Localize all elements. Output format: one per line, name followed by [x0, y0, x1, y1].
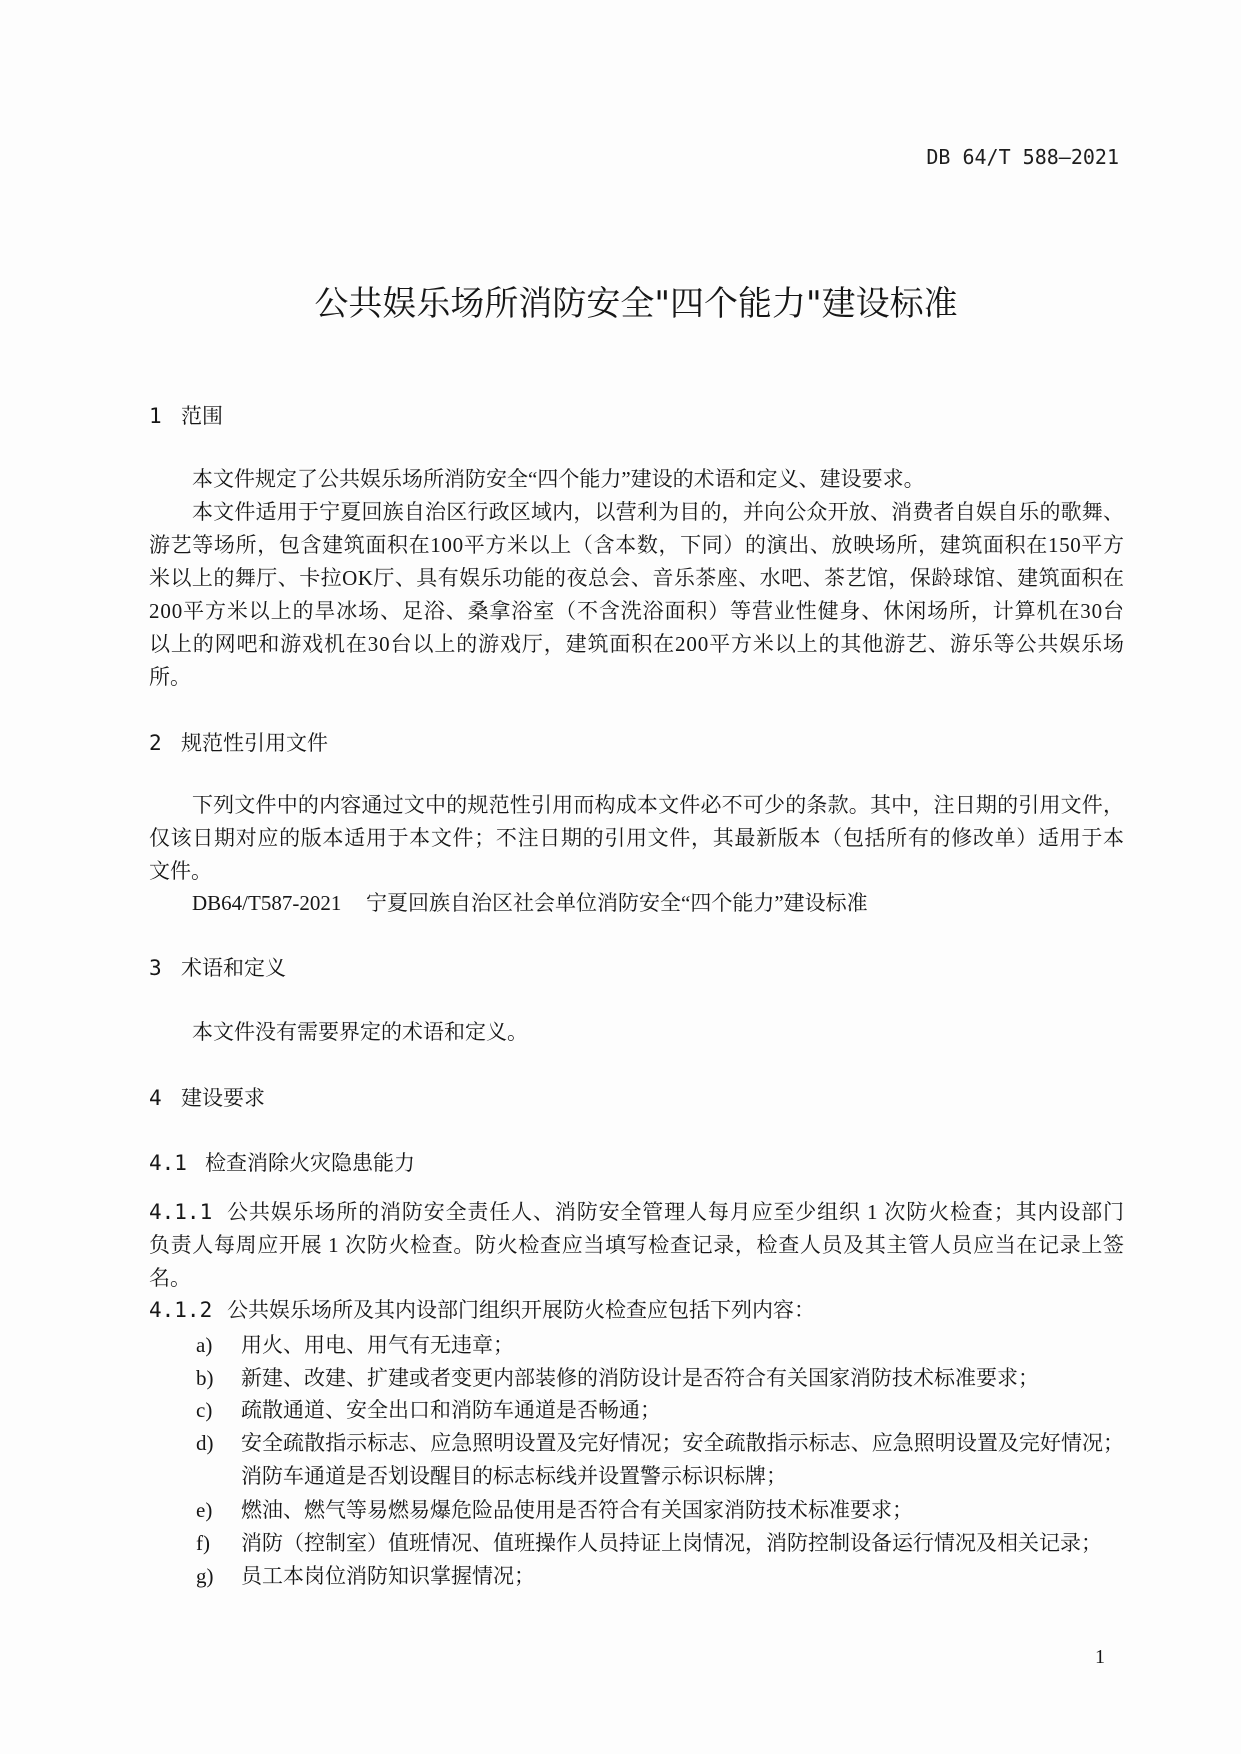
- list-item: 燃油、燃气等易燃易爆危险品使用是否符合有关国家消防技术标准要求；: [241, 1498, 913, 1522]
- paragraph-line: 本文件没有需要界定的术语和定义。: [192, 1020, 528, 1044]
- list-marker: e): [196, 1498, 213, 1522]
- list-marker: g): [196, 1564, 214, 1588]
- list-marker: d): [196, 1431, 214, 1455]
- list-marker: a): [196, 1333, 213, 1357]
- paragraph-line: 本文件规定了公共娱乐场所消防安全“四个能力”建设的术语和定义、建设要求。: [192, 467, 925, 491]
- clause-line: 公共娱乐场所及其内设部门组织开展防火检查应包括下列内容：: [227, 1298, 815, 1322]
- paragraph-line: 仅该日期对应的版本适用于本文件；不注日期的引用文件，其最新版本（包括所有的修改单）适用于本: [149, 826, 1125, 850]
- section-number: 1: [149, 404, 162, 428]
- section-number: 2: [149, 731, 162, 755]
- list-item: 疏散通道、安全出口和消防车通道是否畅通；: [241, 1398, 661, 1422]
- paragraph-line: 文件。: [149, 859, 212, 883]
- paragraph-line: 游艺等场所，包含建筑面积在100平方米以上（含本数，下同）的演出、放映场所，建筑面积在150平方: [149, 533, 1125, 557]
- reference-title: 宁夏回族自治区社会单位消防安全“四个能力”建设标准: [366, 891, 868, 915]
- clause-line: 名。: [149, 1266, 191, 1290]
- list-item: 安全疏散指示标志、应急照明设置及完好情况；安全疏散指示标志、应急照明设置及完好情况；: [241, 1431, 1125, 1455]
- document-code-header: DB 64/T 588—2021: [926, 145, 1119, 169]
- section-heading: 规范性引用文件: [181, 731, 328, 755]
- list-marker: b): [196, 1366, 214, 1390]
- list-item-continuation: 消防车通道是否划设醒目的标志标线并设置警示标识标牌；: [241, 1464, 787, 1488]
- document-title: 公共娱乐场所消防安全"四个能力"建设标准: [314, 284, 958, 324]
- clause-line: 负责人每周应开展 1 次防火检查。防火检查应当填写检查记录，检查人员及其主管人员应当在记录上签: [149, 1233, 1125, 1257]
- reference-code: DB64/T587-2021: [192, 891, 342, 915]
- clause-number: 4.1.2: [149, 1298, 213, 1322]
- clause-number: 4.1.1: [149, 1200, 213, 1224]
- paragraph-line: 下列文件中的内容通过文中的规范性引用而构成本文件必不可少的条款。其中，注日期的引用文件，: [192, 793, 1125, 817]
- list-marker: f): [196, 1531, 210, 1555]
- section-number: 4: [149, 1086, 162, 1110]
- paragraph-line: 所。: [149, 665, 191, 689]
- page-number: 1: [1095, 1646, 1105, 1668]
- list-marker: c): [196, 1398, 213, 1422]
- paragraph-line: 米以上的舞厅、卡拉OK厅、具有娱乐功能的夜总会、音乐茶座、水吧、茶艺馆，保龄球馆、建筑面积在: [149, 566, 1125, 590]
- paragraph-line: 以上的网吧和游戏机在30台以上的游戏厅，建筑面积在200平方米以上的其他游艺、游乐等公共娱乐场: [149, 632, 1125, 656]
- paragraph-line: 本文件适用于宁夏回族自治区行政区域内，以营利为目的，并向公众开放、消费者自娱自乐的歌舞、: [192, 500, 1125, 524]
- list-item: 用火、用电、用气有无违章；: [241, 1333, 514, 1357]
- clause-number: 4.1: [149, 1151, 187, 1175]
- paragraph-line: 200平方米以上的旱冰场、足浴、桑拿浴室（不含洗浴面积）等营业性健身、休闲场所，计算机在30台: [149, 599, 1125, 623]
- clause-heading: 检查消除火灾隐患能力: [205, 1151, 415, 1175]
- list-item: 消防（控制室）值班情况、值班操作人员持证上岗情况，消防控制设备运行情况及相关记录；: [241, 1531, 1102, 1555]
- list-item: 新建、改建、扩建或者变更内部装修的消防设计是否符合有关国家消防技术标准要求；: [241, 1366, 1039, 1390]
- section-heading: 术语和定义: [181, 956, 286, 980]
- section-heading: 范围: [181, 404, 223, 428]
- section-number: 3: [149, 956, 162, 980]
- clause-line: 公共娱乐场所的消防安全责任人、消防安全管理人每月应至少组织 1 次防火检查；其内设部门: [227, 1200, 1125, 1224]
- section-heading: 建设要求: [181, 1086, 265, 1110]
- list-item: 员工本岗位消防知识掌握情况；: [241, 1564, 535, 1588]
